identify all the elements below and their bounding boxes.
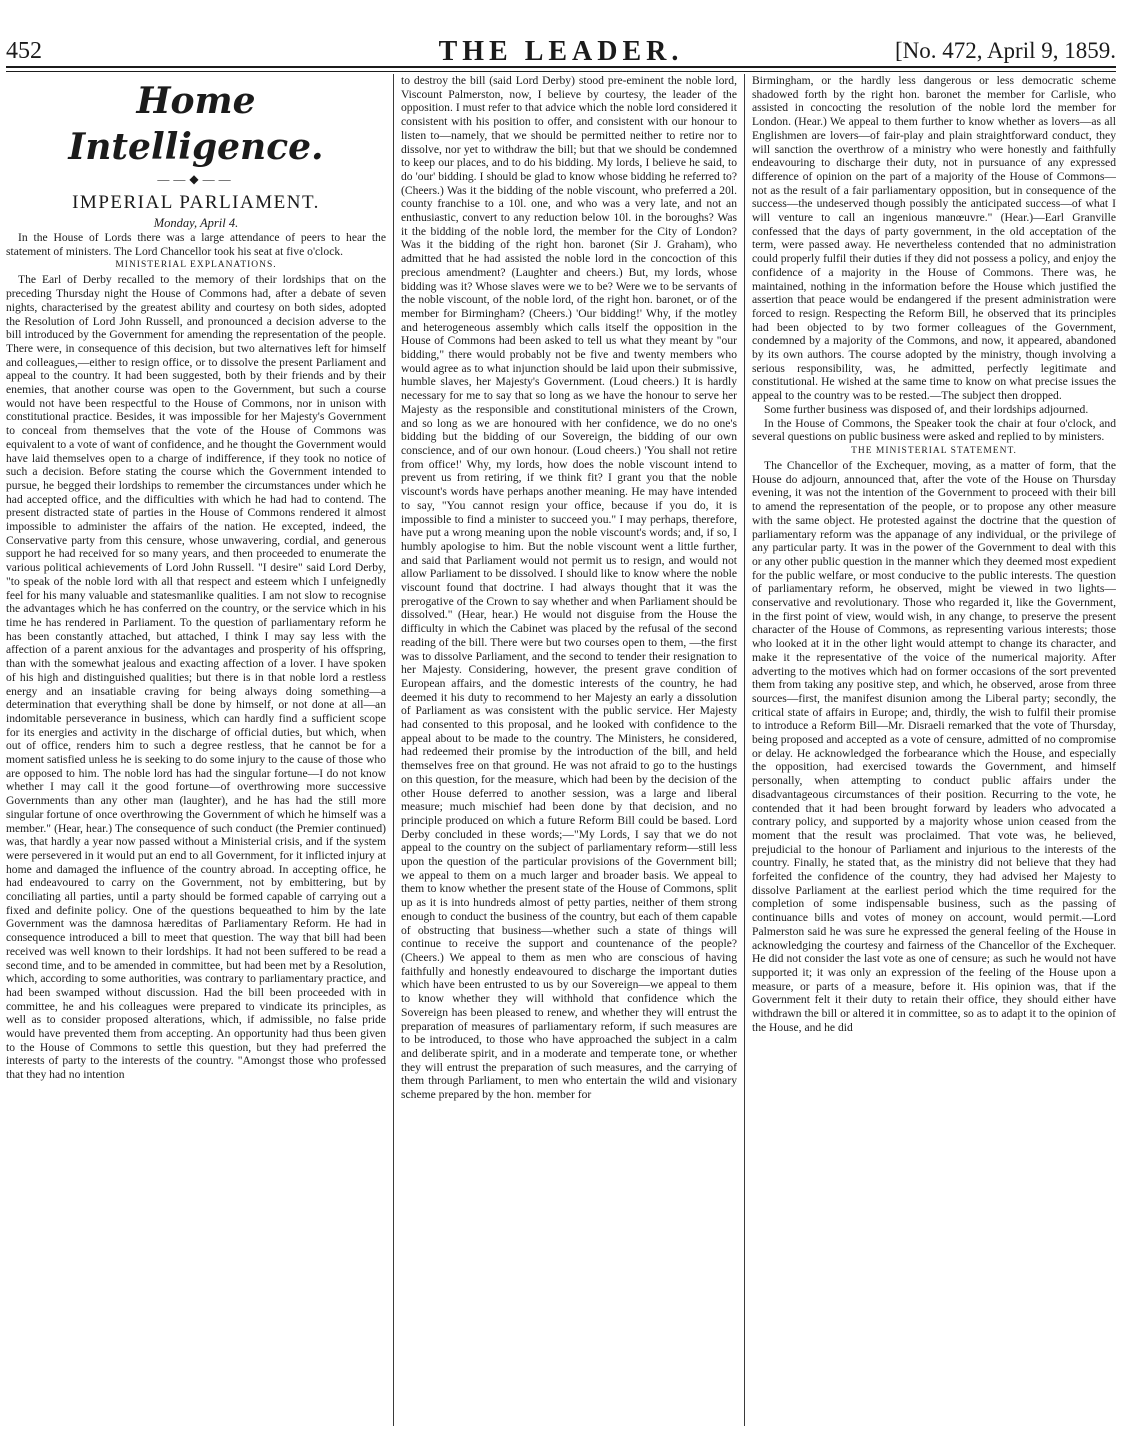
- masthead: [6, 36, 1116, 68]
- article-headline: IMPERIAL PARLIAMENT.: [72, 192, 320, 213]
- issue-line: [No. 472, April 9, 1859.: [894, 38, 1116, 63]
- section-title: Home Intelligence.: [68, 80, 324, 168]
- column-3-text-b: Some further business was disposed of, and their lordships adjourned.: [764, 402, 1089, 416]
- column-2: [394, 74, 744, 1426]
- paper-title: THE LEADER.: [438, 36, 684, 67]
- subhead-ministerial-statement: THE MINISTERIAL STATEMENT.: [851, 445, 1017, 456]
- column-1-text: The Earl of Derby recalled to the memory of their lordships that on the preceding Thursday night the House of Commons had, after a debate of seven nights, characterised by the greatest ability and courtesy on both sides, adopted the Resolution of Lord John Russell, and pronounced a decision adverse to the bill introduced by the Government for amending the representation of the people. There were, in consequence of this decision, but two alternatives left for himself and colleagues,—either to resign office, or to dissolve the present Parliament and appeal to the country. It had been suggested, both by their friends and by their enemies, that another course was open to the Government, but such a course would not have been respectful to the House of Commons, nor in unison with constitutional practice. Besides, it was impossible for her Majesty's Government to conceal from themselves that the vote of the House of Commons was equivalent to a vote of want of confidence, and he thought the Government would have laid themselves open to a charge of indifference, if they took no notice of such a decision. Before stating the course which the Government intended to pursue, he begged their lordships to remember the circumstances under which he had accepted office, and the difficulties with which he had had to contend. The present distracted state of parties in the House of Commons rendered it almost impossible to administer the affairs of the nation. He excepted, indeed, the Conservative party from this censure, whose unwavering, cordial, and generous support he had received for so many years, and then proceeded to enumerate the various political achievements of Lord John Russell. "I desire" said Lord Derby, "to speak of the noble lord with all that respect and esteem which I unfeignedly feel for his many valuable and statesmanlike qualities. I am not slow to recognise the advantages which he has conferred on the country, or the service which in his time he has rendered in Parliament. To the question of parliamentary reform he has been constantly attached, but attached, I think I may say less with the affection of a parent anxious for the advantages and prosperity of his offspring, than with the somewhat jealous and exacting affection of a lover. I have spoken of his high and distinguished qualities; but there is in that noble lord a restless energy and an insatiable craving for being always doing something—a determination that everything shall be done by himself, or not done at all—an indomitable perseverance in business, which can hardly find a sufficient scope for its energies and activity in the discharge of official duties, but which, when out of office, renders him to such a degree restless, that he cannot be for a moment satisfied unless he is seeking to do some injury to the cause of those who are opposed to him. The noble lord has had the singular fortune—I do not know whether I may call it the good fortune—of overthrowing more successive Governments than any other man (laughter), and he has had the still more singular fortune of once overthrowing the Government of which he himself was a member." (Hear, hear.) The consequence of such conduct (the Premier continued) was, that hardly a year now passed without a Ministerial crisis, and if the system were persevered in it would put an end to all Government, for it inflicted injury at home and damaged the influence of the country abroad. In accepting office, he had endeavoured to carry on the Government, not by embittering, but by conciliating all parties, until a party should be formed capable of carrying out a fixed and definite policy. One of the questions bequeathed to him by the late Government was the damnosa hæreditas of Parliamentary Reform. He had in consequence introduced a bill to meet that question. The way that bill had been received was well known to their lordships. It had not been suffered to be read a second time, and to be amended in committee, but had been met by a Resolution, which, according to some authorities, was contrary to parliamentary practice, and had been swamped without discussion. Had the bill been proceeded with in committee, he and his colleagues were prepared to vindicate its principles, as well as to consider proposed alterations, which, if admissible, no false pride would have prevented them from accepting. An opportunity had thus been given to the House of Commons to settle this question, but they had preferred the interests of party to the interests of the country. "Amongst those who professed that they had no intention: [6, 273, 386, 1082]
- column-3: [745, 74, 1116, 1426]
- article-columns: [6, 74, 1116, 1426]
- column-3-text-d: The Chancellor of the Exchequer, moving, as a matter of form, that the House do adjourn, announced that, after the vote of the House on Thursday evening, it was not the intention of the Government to proceed with their bill to amend the representation of the people, or to propose any other measure with the same object. He protested against the doctrine that the question of parliamentary reform was the appanage of any individual, or the privilege of any particular party. It was in the power of the Government to deal with this or any other public question in the manner which they deemed most expedient for the public welfare, or most conducive to the public interests. The question of parliamentary reform, he observed, might be viewed in two lights—conservative and revolutionary. Those who regarded it, like the Government, in the first point of view, would wish, in any change, to preserve the present character of the House of Commons, as representing various interests; those who looked at it in the other light would attempt to change its character, and make it the representative of the voice of the numerical majority. After adverting to the motives which had on former occasions of the sort prevented them from taking any positive step, and which, he observed, arose from three sources—first, the manifest disunion among the Liberal party; secondly, the critical state of affairs in Europe; and, thirdly, the wish to fulfil their promise to introduce a Reform Bill—Mr. Disraeli remarked that the vote of Thursday, being proposed and accepted as a vote of censure, admitted of no compromise or delay. He acknowledged the forbearance which the House, and especially the opposition, had exercised towards the Government, and himself personally, when attempting to conduct public affairs under the disadvantageous circumstances of their position. Recurring to the vote, he contended that it had been brought forward by leaders who advocated a contrary policy, and supported by a majority whose union ceased from the moment that the result was proclaimed. That vote was, he believed, prejudicial to the honour of Parliament and injurious to the interests of the country. Finally, he stated that, as the ministry did not believe that they had forfeited the confidence of the country, they had advised her Majesty to dissolve Parliament at the earliest period which the time required for the completion of some indispensable business, such as the passing of continuance bills and votes of money on account, would permit.—Lord Palmerston said he was sure he expressed the general feeling of the House in acknowledging the courtesy and fairness of the Chancellor of the Exchequer. He did not consider the last vote as one of censure; as such he would not have supported it; it was only an expression of the feeling of the House upon a measure, or parts of a measure, before it. His opinion was, that if the Government felt it their duty to retain their office, they should either have withdrawn the bill or altered it in committee, so as to adapt it to the opinion of the House, and he did: [752, 458, 1116, 1034]
- intro-paragraph: In the House of Lords there was a large attendance of peers to hear the statement of ministers. The Lord Chancellor took his seat at five o'clock.: [6, 231, 386, 258]
- column-2-text: to destroy the bill (said Lord Derby) stood pre-eminent the noble lord, Viscount Palmerston, now, I believe by courtesy, the leader of the opposition. I must refer to that advice which the noble lord considered it consistent with his position to offer, and consistent with our honour to listen to—namely, that we should be permitted neither to retire nor to dissolve, nor yet to withdraw the bill; but that we should be condemned to keep our places, and to do his bidding. My lords, I believe he said, to do 'our' bidding. I should be glad to know whose bidding he referred to? (Cheers.) Was it the bidding of the noble viscount, who preferred a 20l. county franchise to a 10l. one, and who was a very late, and not an enthusiastic, convert to any reduction below 10l. in the boroughs? Was it the bidding of the noble lord, the member for the City of London? Was it the bidding of the right hon. baronet (Sir J. Graham), who admitted that he had assisted the noble lord in the concoction of this precious amendment? (Laughter and cheers.) But, my lords, whose bidding was it? Whose slaves were we to be? Were we to be servants of the noble viscount, of the noble lord, of the right hon. baronet, or of the member for Birmingham? (Cheers.) 'Our bidding!' Why, if the motley and heterogeneous assembly which calls itself the opposition in the House of Commons had been asked to tell us what they meant by "our bidding," there would probably not be five and twenty members who would agree as to what injunction should be laid upon their submissive, humble slaves, her Majesty's Government. (Loud cheers.) It is hardly necessary for me to say that so long as we have the honour to serve her Majesty as the responsible and constitutional ministers of the Crown, and so long as we are honoured with her confidence, we do no one's bidding but the bidding of our Sovereign, the bidding of our own conscience, and of our own honour. (Loud cheers.) 'You shall not retire from office!' Why, my lords, how does the noble viscount intend to prevent us from retiring, if we think fit? I grant you that the noble viscount's words have perhaps another meaning. He may have intended to say, "You cannot resign your office, because if you do, it is impossible to find a minister to succeed you." I may perhaps, therefore, have put a wrong meaning upon the noble viscount's words; and, if so, I humbly apologise to him. But the noble viscount went a little further, and said that Parliament would not permit us to resign, and would not allow Parliament to be dissolved. I should like to know where the noble viscount found that doctrine. I had always thought that it was the prerogative of the Crown to say whether and when Parliament should be dissolved." (Hear, hear.) He would not disguise from the House the difficulty in which the Cabinet was placed by the refusal of the second reading of the bill. There were but two courses open to them, —the first was to dissolve Parliament, and the second to tender their resignation to her Majesty. Considering, however, the present grave condition of European affairs, and the domestic interests of the country, he had deemed it his duty to recommend to her Majesty an early a dissolution of Parliament as was consistent with the public service. Her Majesty had consented to this proposal, and he looked with confidence to the appeal about to be made to the country. The Ministers, he considered, had redeemed their promise by the introduction of the bill, and held themselves free on that ground. He was not afraid to go to the hustings on this question, for the measure, which had been by the decision of the other House deferred to another session, was a large and liberal measure; much mischief had been done by that decision, and no principle produced on which a future Reform Bill could be based. Lord Derby concluded in these words;—"My Lords, I say that we do not appeal to the country on the subject of parliamentary reform—still less upon the question of the particular provisions of the Government bill; we appeal to them on a much larger and broader basis. We appeal to them to know whether the present state of the House of Commons, split up as it is into hundreds almost of petty parties, neither of them strong enough to conduct the business of the country, but each of them capable of obstructing that business—whether such a state of things will continue to receive the support and countenance of the people? (Cheers.) We appeal to them as men who are conscious of having faithfully and honestly endeavoured to discharge the important duties which have been entrusted to us by our Sovereign—we appeal to them to know whether they will withhold that confidence which the Sovereign has been pleased to renew, and whether they will entrust the preparation of measures of parliamentary reform, if such measures are to be introduced, to those who have approached the subject in a calm and deliberate spirit, and in a moderate and temperate tone, or whether they will entrust the preparation of such measures, and the carrying of them through Parliament, to men who entertain the wild and visionary scheme prepared by the hon. member for: [401, 74, 737, 1102]
- page-number: 452: [6, 38, 42, 64]
- column-1: [6, 74, 393, 1426]
- column-3-text-c: In the House of Commons, the Speaker took the chair at four o'clock, and several questions on public business were asked and replied to by ministers.: [752, 416, 1116, 444]
- subhead-ministerial-explanations: MINISTERIAL EXPLANATIONS.: [115, 260, 277, 271]
- ornament-divider: ——◆——: [157, 172, 235, 186]
- masthead-rule: [6, 71, 1116, 72]
- column-3-text-a: Birmingham, or the hardly less dangerous or less democratic scheme shadowed forth by the right hon. baronet the member for Carlisle, who assisted in concocting the resolution of the noble lord the member for London. (Hear.) We appeal to them further to know whether as lovers—as all Englishmen are lovers—of fair-play and plain straightforward conduct, they will sanction the overthrow of a ministry who were honestly and faithfully endeavouring to discharge their duty, not in pursuance of any expressed difference of opinion on the part of a majority of the House of Commons—not as the result of a fair parliamentary opposition, but in consequence of the success—the undeserved though possibly the anticipated success—of what I will venture to call an ingenious manœuvre." (Hear.)—Earl Granville confessed that the days of party government, in the old acceptation of the term, were passed away. He nevertheless contended that no administration could properly fulfil their duties if they did not possess a policy, and enjoy the confidence of a majority in the House of Commons. There was, he maintained, nothing in the information before the House which justified the assertion that peace would be endangered if the present administration were forced to resign. Respecting the Reform Bill, he observed that its principles had been objected to by two former colleagues of the Government, condemned by a majority of the Commons, and now, it appeared, abandoned by its own authors. The course adopted by the ministry, though involving a serious responsibility, was, he admitted, perfectly legitimate and constitutional. He wished at the same time to know on what precise issues the appeal to the country was to be rested.—The subject then dropped.: [752, 74, 1116, 403]
- article-dateline: Monday, April 4.: [153, 216, 239, 230]
